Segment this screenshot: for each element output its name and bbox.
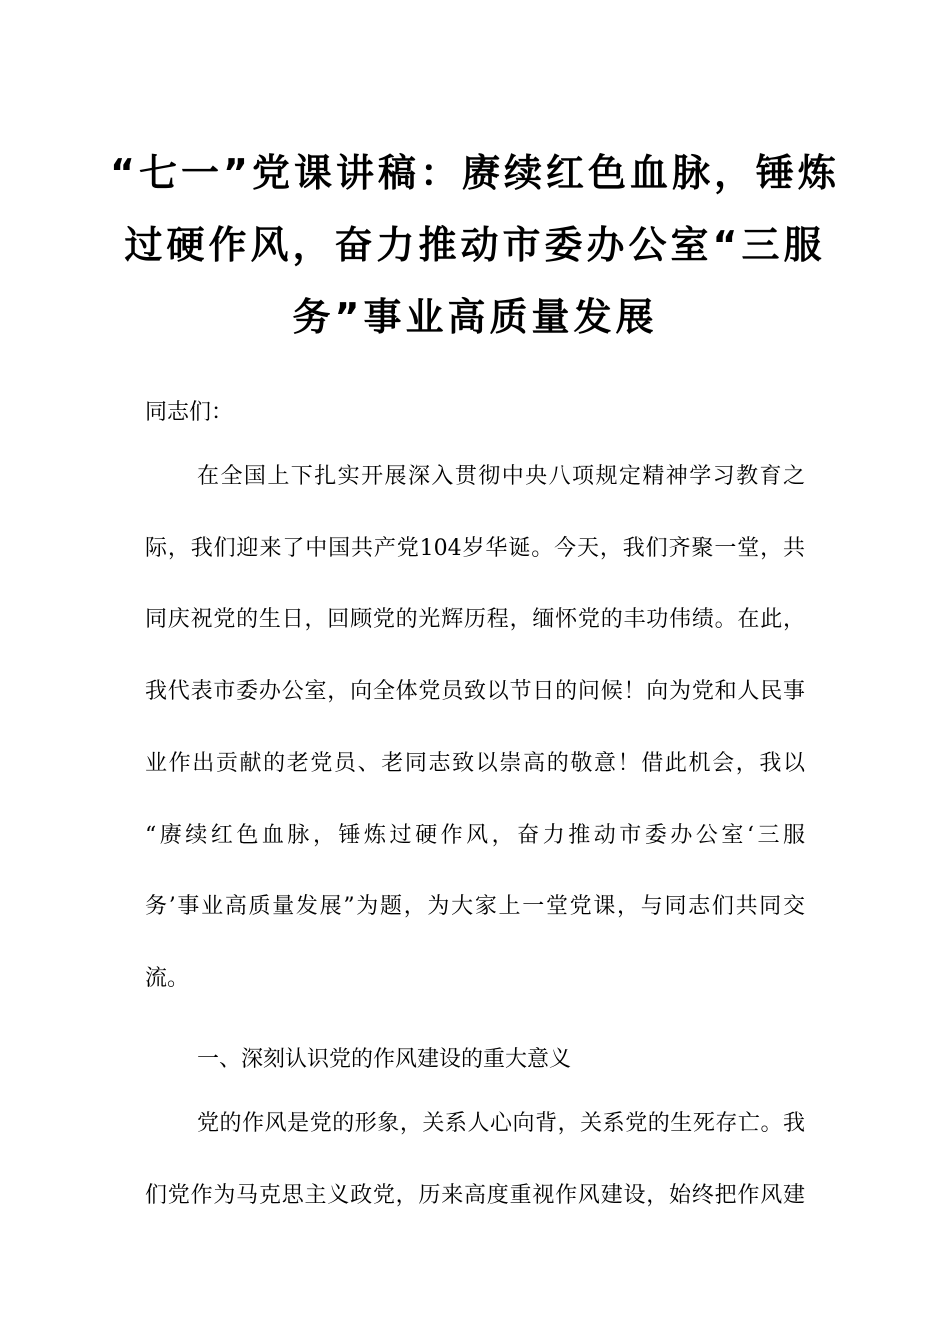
paragraph-1-line: 在全国上下扎实开展深入贯彻中央八项规定精神学习教育之 [197,464,805,489]
paragraph-1-line: 际，我们迎来了中国共产党104岁华诞。今天，我们齐聚一堂，共 [145,536,805,561]
paragraph-1-line: “赓续红色血脉，锤炼过硬作风，奋力推动市委办公室‘三服 [145,823,805,848]
paragraph-1-line: 同庆祝党的生日，回顾党的光辉历程，缅怀党的丰功伟绩。在此， [145,607,805,632]
paragraph-1-line: 业作出贡献的老党员、老同志致以崇高的敬意！借此机会，我以 [145,751,805,776]
paragraph-2-line: 党的作风是党的形象，关系人心向背，关系党的生死存亡。我 [197,1111,805,1136]
paragraph-2-line: 们党作为马克思主义政党，历来高度重视作风建设，始终把作风建 [145,1183,805,1208]
salutation: 同志们： [145,400,234,425]
document-title-line-1: “七一”党课讲稿：赓续红色血脉，锤炼 [110,151,840,195]
section-heading: 一、深刻认识党的作风建设的重大意义 [197,1047,572,1072]
document-title-line-3: 务”事业高质量发展 [292,295,658,339]
document-title-line-2: 过硬作风，奋力推动市委办公室“三服 [124,223,826,267]
paragraph-1-line: 流。 [145,966,190,991]
paragraph-1-line: 我代表市委办公室，向全体党员致以节日的问候！向为党和人民事 [145,679,805,704]
paragraph-1-line: 务’事业高质量发展”为题，为大家上一堂党课，与同志们共同交 [145,894,805,919]
